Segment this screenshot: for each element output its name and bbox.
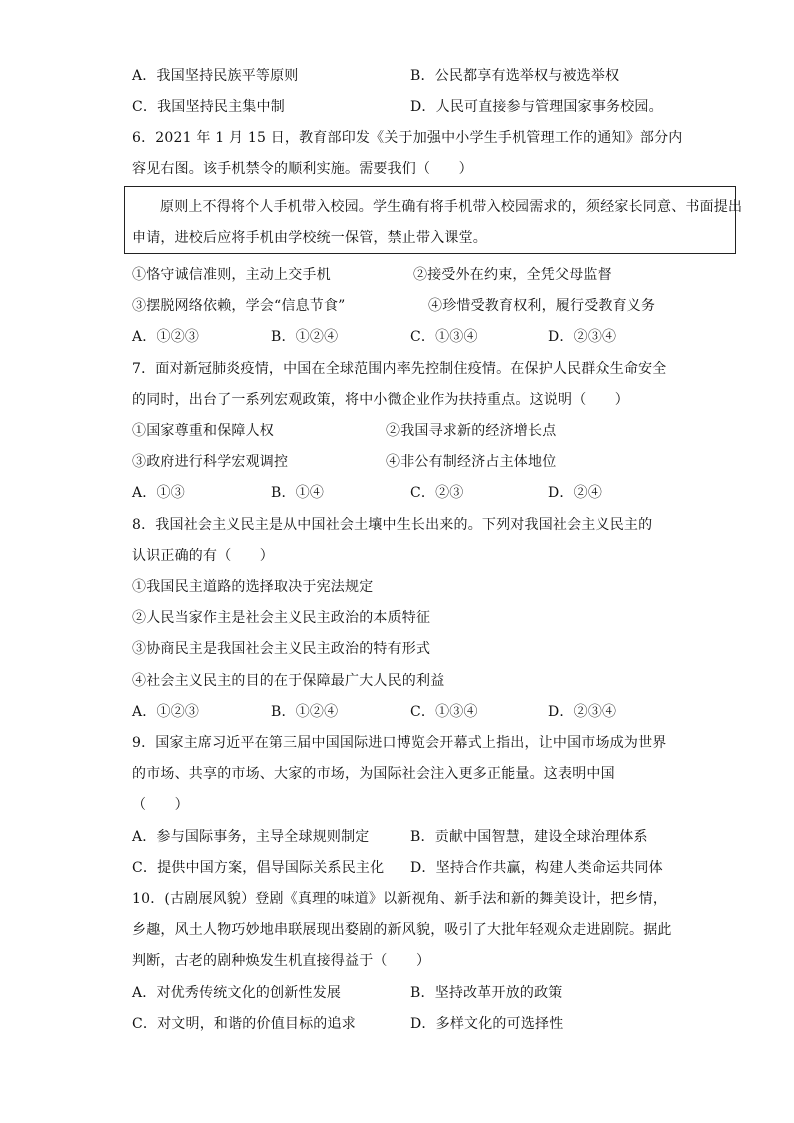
q6-item-3: ③摆脱网络依赖，学会“信息节食” [132,298,346,314]
q8-item-1: ①我国民主道路的选择取决于宪法规定 [132,579,374,595]
q6-stem-line-2: 容见右图。该手机禁令的顺利实施。需要我们（ ） [132,161,473,177]
q9-stem-line-1: 9．国家主席习近平在第三届中国国际进口博览会开幕式上指出，让中国市场成为世界 [132,735,667,751]
q5-option-a: A．我国坚持民族平等原则 [132,68,299,84]
q7-item-3: ③政府进行科学宏观调控 [132,454,289,470]
q7-option-d: D．②④ [548,485,603,501]
q6-item-2: ②接受外在约束，全凭父母监督 [413,267,612,283]
q8-item-4: ④社会主义民主的目的在于保障最广大人民的利益 [132,673,445,689]
q6-option-b: B．①②④ [271,329,339,345]
q5-option-d: D．人民可直接参与管理国家事务校园。 [410,99,663,115]
q7-stem-line-1: 7．面对新冠肺炎疫情，中国在全球范围内率先控制住疫情。在保护人民群众生命安全 [132,361,667,377]
q7-option-b: B．①④ [271,485,325,501]
q9-option-c: C．提供中国方案，倡导国际关系民主化 [132,860,385,876]
q7-item-4: ④非公有制经济占主体地位 [386,454,557,470]
q6-notice-line-1: 原则上不得将个人手机带入校园。学生确有将手机带入校园需求的，须经家长同意、书面提出 [160,199,743,215]
q9-stem-line-3: （ ） [132,797,189,813]
q6-option-c: C．①③④ [410,329,478,345]
q6-option-a: A．①②③ [132,329,200,345]
q10-stem-line-2: 乡趣，风土人物巧妙地串联展现出婺剧的新风貌，吸引了大批年轻观众走进剧院。据此 [132,922,672,938]
q8-stem-line-2: 认识正确的有（ ） [132,548,274,564]
q9-option-d: D．坚持合作共赢，构建人类命运共同体 [410,860,663,876]
q7-option-c: C．②③ [410,485,464,501]
q10-option-a: A．对优秀传统文化的创新性发展 [132,985,342,1001]
q7-stem-line-2: 的同时，出台了一系列宏观政策，将中小微企业作为扶持重点。这说明（ ） [132,392,629,408]
q8-option-b: B．①②④ [271,704,339,720]
q5-option-b: B．公民都享有选举权与被选举权 [410,68,620,84]
q6-item-4: ④珍惜受教育权利，履行受教育义务 [428,298,656,314]
q10-option-b: B．坚持改革开放的政策 [410,985,563,1001]
q7-item-2: ②我国寻求新的经济增长点 [386,423,557,439]
q7-item-1: ①国家尊重和保障人权 [132,423,274,439]
q7-option-a: A．①③ [132,485,185,501]
q10-stem-line-3: 判断，古老的剧种焕发生机直接得益于（ ） [132,953,431,969]
q10-option-d: D．多样文化的可选择性 [410,1016,564,1032]
q6-item-1: ①恪守诚信准则，主动上交手机 [132,267,331,283]
q10-option-c: C．对文明，和谐的价值目标的追求 [132,1016,356,1032]
q9-option-a: A．参与国际事务，主导全球规则制定 [132,829,370,845]
q9-stem-line-2: 的市场、共享的市场、大家的市场，为国际社会注入更多正能量。这表明中国 [132,766,615,782]
q8-item-2: ②人民当家作主是社会主义民主政治的本质特征 [132,610,431,626]
q6-stem-line-1: 6．2021 年 1 月 15 日，教育部印发《关于加强中小学生手机管理工作的通知》部分内 [132,130,683,146]
q6-option-d: D．②③④ [548,329,617,345]
q8-stem-line-1: 8．我国社会主义民主是从中国社会土壤中生长出来的。下列对我国社会主义民主的 [132,517,653,533]
q8-option-c: C．①③④ [410,704,478,720]
q5-option-c: C．我国坚持民主集中制 [132,99,285,115]
q10-stem-line-1: 10．(古剧展风貌）登剧《真理的味道》以新视角、新手法和新的舞美设计，把乡情， [132,891,668,907]
q6-notice-line-2: 申请，进校后应将手机由学校统一保管，禁止带入课堂。 [132,230,487,246]
q8-option-d: D．②③④ [548,704,617,720]
q8-item-3: ③协商民主是我国社会主义民主政治的特有形式 [132,641,431,657]
q8-option-a: A．①②③ [132,704,200,720]
q9-option-b: B．贡献中国智慧，建设全球治理体系 [410,829,648,845]
